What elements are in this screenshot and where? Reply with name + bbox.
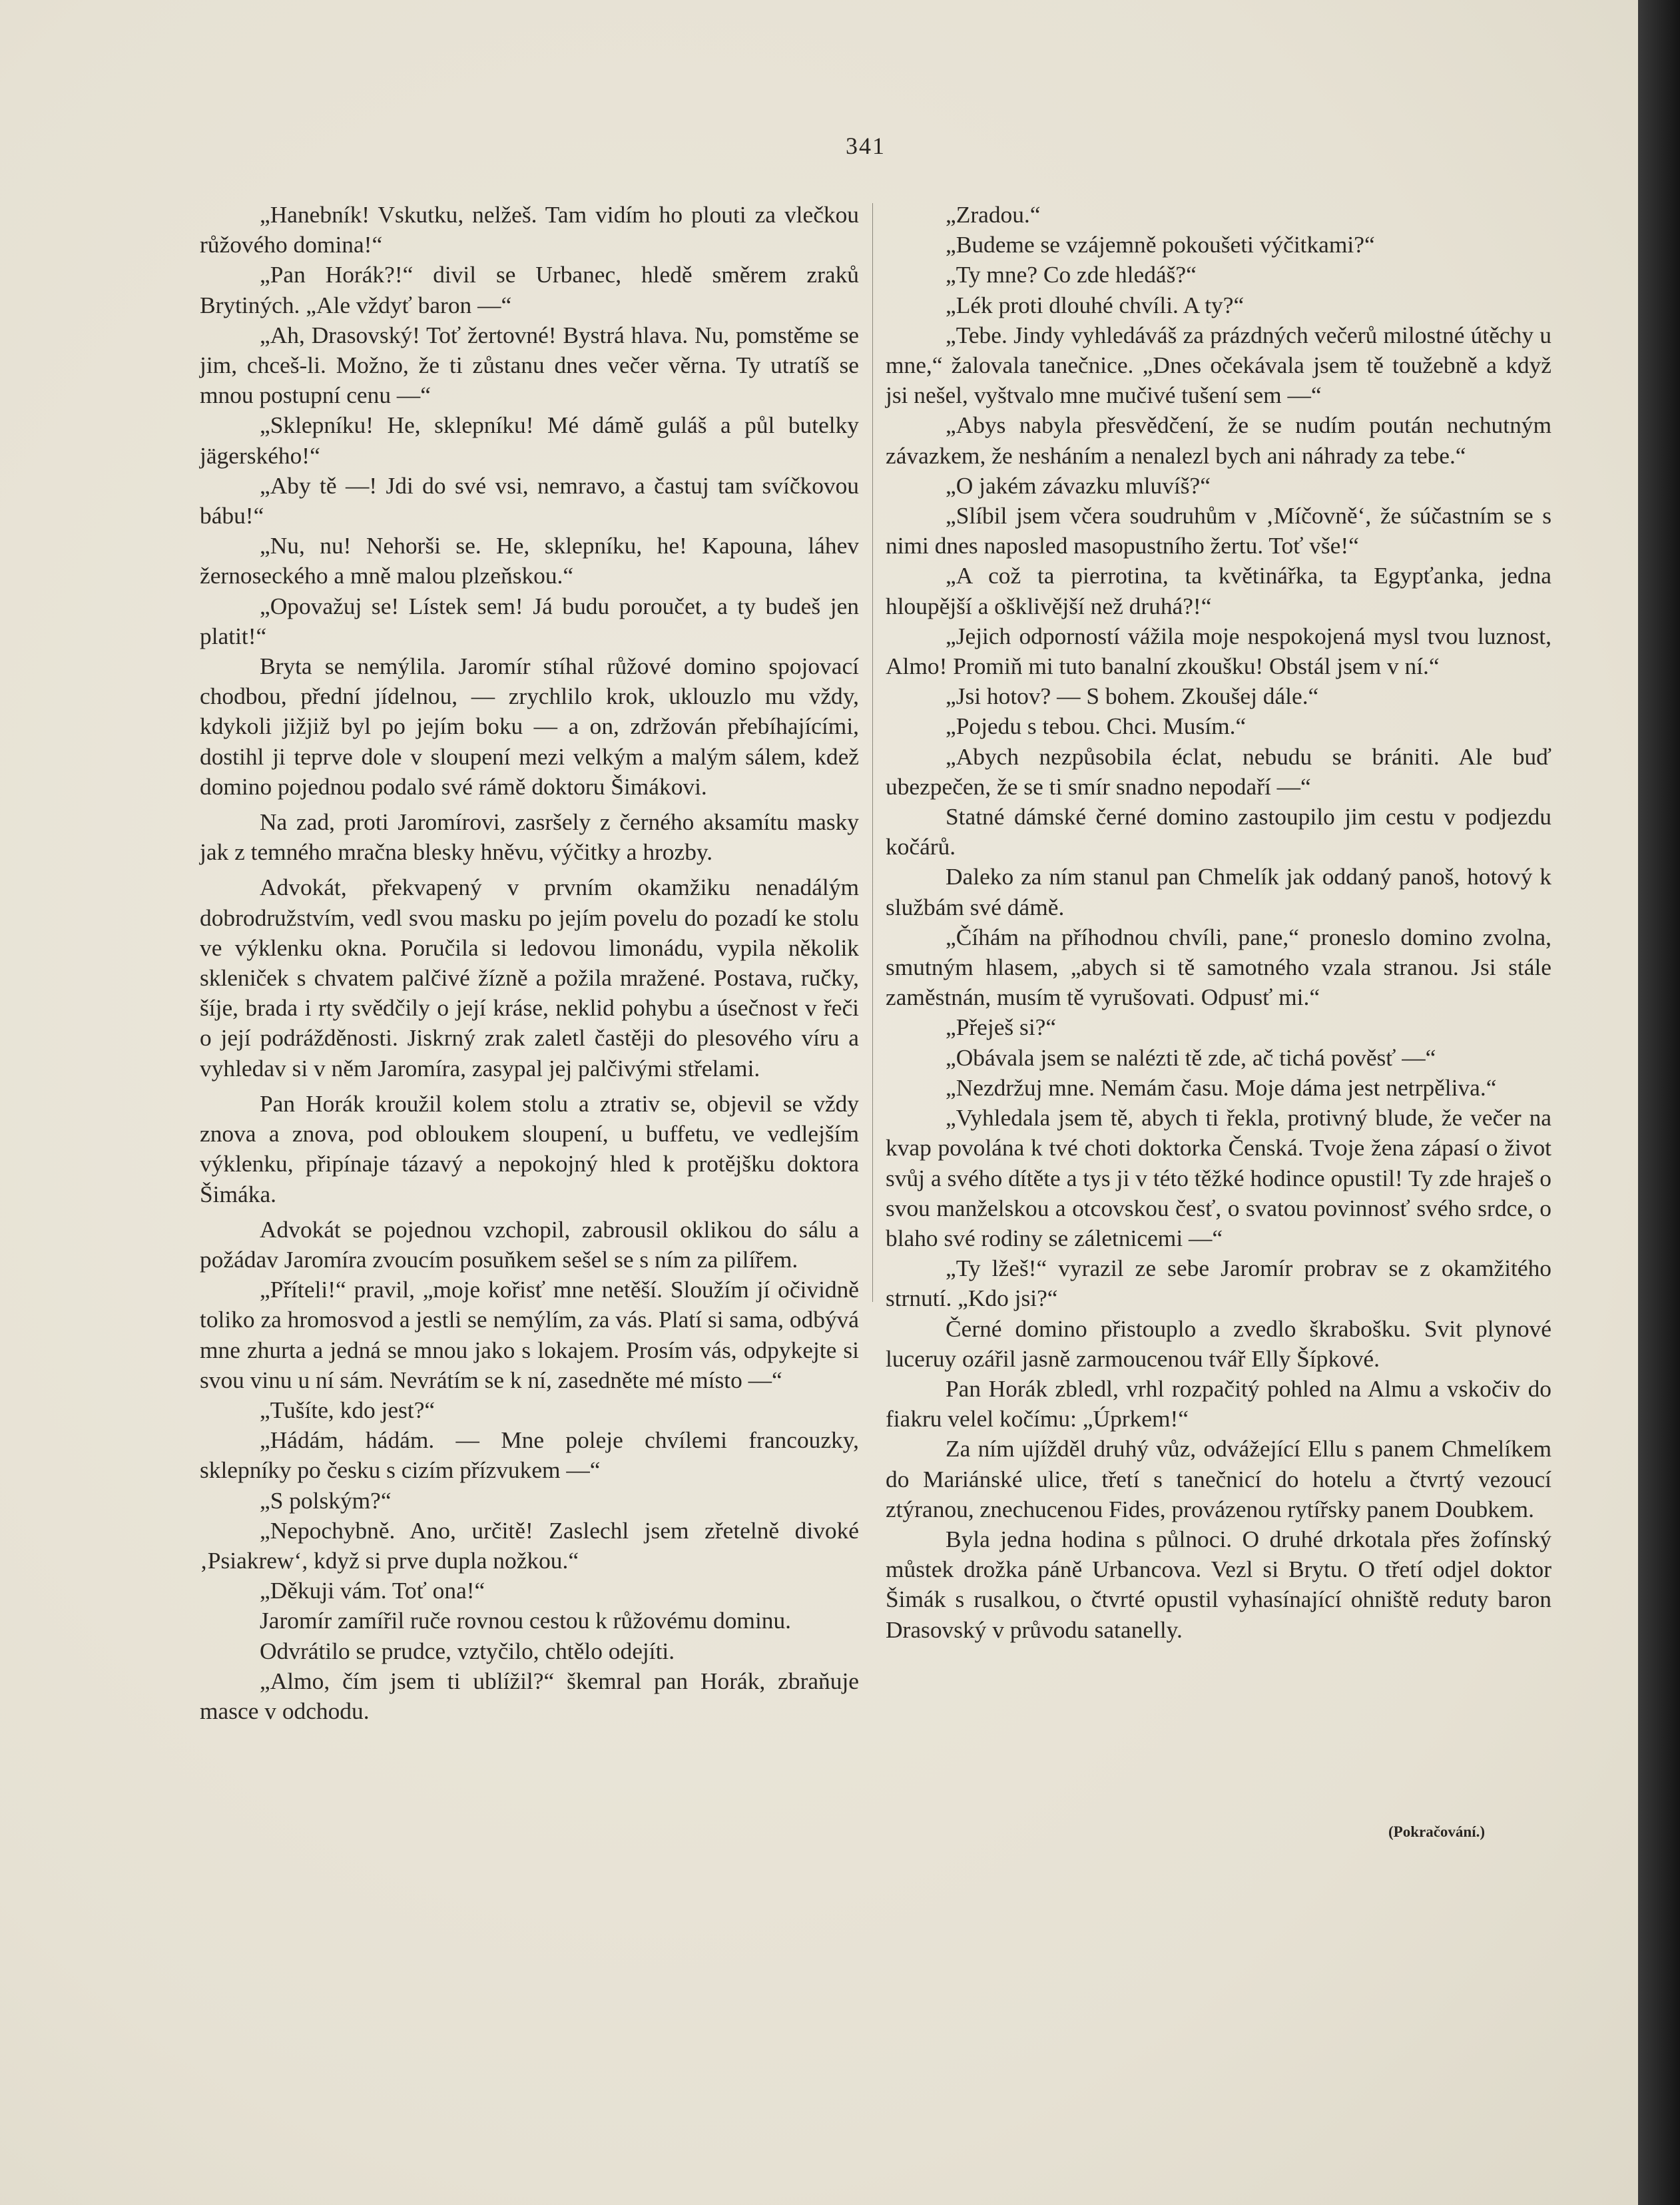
paragraph: „Aby tě —! Jdi do své vsi, nemravo, a častuj tam svíčkovou bábu!“ [200,472,859,529]
paragraph: Bryta se nemýlila. Jaromír stíhal růžové domino spojovací chodbou, přední jídelnou, — zrychlilo krok, uklouzlo mu vždy, kdykoli jižjiž byl po jejím boku — a on, zdržován přebíhajícími, dostihl ji teprve dole v sloupení mezi velkým a malým sálem, kdež domino pojednou podalo své rámě doktoru Šimákovi. [200,653,859,800]
paragraph: Advokát se pojednou vzchopil, zabrousil oklikou do sálu a požádav Jaromíra zvoucím posuňkem sešel se s ním za pilířem. [200,1215,859,1273]
paragraph: „Vyhledala jsem tě, abych ti řekla, protivný blude, že večer na kvap povolána k tvé choti doktorka Čenská. Tvoje žena zápasí o život svůj a svého dítěte a tys ji v této těžké hodince opustil! Ty zde hraješ o svou manželskou a otcovskou česť, o svatou povinnosť svého srdce, o blaho své rodiny se záletnicemi —“ [886,1104,1551,1251]
paragraph: Advokát, překvapený v prvním okamžiku nenadálým dobrodružstvím, vedl svou masku po jejím povelu do pozadí ke stolu ve výklenku okna. Poručila si ledovou limonádu, vypila několik skleniček s chvatem palčivé žízně a požila mražené. Postava, ručky, šíje, brada i rty svědčily o její kráse, neklid pohybu a úsečnost v řeči o její podrážděnosti. Jiskrný zrak zaletl častěji do plesového víru a vyhledav si v něm Jaromíra, zasypal jej palčivými střelami. [200,874,859,1082]
paragraph: „Lék proti dlouhé chvíli. A ty?“ [946,291,1245,318]
paragraph: „Tebe. Jindy vyhledáváš za prázdných večerů milostné útěchy u mne,“ žalovala tanečnice. „Dnes očekávala jsem tě toužebně a když jsi nešel, vyštvalo mne mučivé tušení sem —“ [886,321,1551,409]
paragraph: Odvrátilo se prudce, vztyčilo, chtělo odejíti. [260,1637,675,1664]
paragraph: „Obávala jsem se nalézti tě zde, ač tichá pověsť —“ [946,1044,1436,1071]
paragraph: Jaromír zamířil ruče rovnou cestou k růžovému dominu. [260,1607,792,1634]
paragraph: „Přeješ si?“ [946,1014,1057,1041]
paragraph: „Jejich odporností vážila moje nespokojená mysl tvou luznost, Almo! Promiň mi tuto banalní zkoušku! Obstál jsem v ní.“ [886,622,1551,680]
paragraph: „Zradou.“ [946,201,1041,228]
paragraph: „Jsi hotov? — S bohem. Zkoušej dále.“ [946,683,1319,710]
paragraph: „Almo, čím jsem ti ublížil?“ škemral pan Horák, zbraňuje masce v odchodu. [200,1667,859,1724]
paragraph: Černé domino přistouplo a zvedlo škrabošku. Svit plynové luceruy ozářil jasně zarmoucenou tvář Elly Šípkové. [886,1315,1551,1372]
paragraph: „Nu, nu! Nehorši se. He, sklepníku, he! Kapouna, láhev žernoseckého a mně malou plzeňskou.“ [200,532,859,589]
continuation-note: (Pokračování.) [1388,1823,1486,1840]
left-column [200,200,859,1726]
paragraph: „Budeme se vzájemně pokoušeti výčitkami?“ [946,231,1375,258]
paragraph: Pan Horák kroužil kolem stolu a ztrativ se, objevil se vždy znova a znova, pod obloukem sloupení, u buffetu, ve vedlejším výklenku, připínaje tázavý a nepokojný hled k protějšku doktora Šimáka. [200,1090,859,1207]
paragraph: „O jakém závazku mluvíš?“ [946,472,1211,499]
paragraph: „Nepochybně. Ano, určitě! Zaslechl jsem zřetelně divoké ‚Psiakrew‘, když si prve dupla nožkou.“ [200,1516,859,1574]
paragraph: Pan Horák zbledl, vrhl rozpačitý pohled na Almu a vskočiv do fiakru velel kočímu: „Úprkem!“ [886,1375,1551,1432]
paragraph: „Pojedu s tebou. Chci. Musím.“ [946,713,1247,740]
paragraph: „A což ta pierrotina, ta květinářka, ta Egypťanka, jedna hloupější a ošklivější než druhá?!“ [886,562,1551,619]
right-column [886,200,1551,1645]
paragraph: „Nezdržuj mne. Nemám času. Moje dáma jest netrpěliva.“ [946,1074,1497,1101]
paragraph: „Příteli!“ pravil, „moje kořisť mne netěší. Sloužím jí očividně toliko za hromosvod a jestli se nemýlím, za vás. Platí si sama, odbývá mne zhurta a jedná se mnou jako s lokajem. Prosím vás, odpykejte si svou vinu u ní sám. Nevrátím se k ní, zasedněte mé místo —“ [200,1276,859,1393]
paragraph: „Slíbil jsem včera soudruhům v ‚Míčovně‘, že súčastním se s nimi dnes naposled masopustního žertu. Toť vše!“ [886,502,1551,559]
paragraph: „Abych nezpůsobila éclat, nebudu se brániti. Ale buď ubezpečen, že se ti smír snadno nepodaří —“ [886,743,1551,800]
column-divider [872,203,873,1302]
paragraph: Statné dámské černé domino zastoupilo jim cestu v podjezdu kočárů. [886,803,1551,860]
paragraph: „Ty mne? Co zde hledáš?“ [946,261,1197,288]
paragraph: „Ty lžeš!“ vyrazil ze sebe Jaromír probrav se z okamžitého strnutí. „Kdo jsi?“ [886,1255,1551,1312]
paragraph: Daleko za ním stanul pan Chmelík jak oddaný panoš, hotový k službám své dámě. [886,863,1551,920]
paragraph: „Ah, Drasovský! Toť žertovné! Bystrá hlava. Nu, pomstěme se jim, chceš-li. Možno, že ti zůstanu dnes večer věrna. Ty utratíš se mnou postupní cenu —“ [200,321,859,409]
paragraph: „Číhám na příhodnou chvíli, pane,“ proneslo domino zvolna, smutným hlasem, „abych si tě samotného vzala stranou. Jsi stále zaměstnán, musím tě vyrušovati. Odpusť mi.“ [886,923,1551,1011]
paragraph: „Pan Horák?!“ divil se Urbanec, hledě směrem zraků Brytiných. „Ale vždyť baron —“ [200,261,859,318]
paragraph: Za ním ujížděl druhý vůz, odvážející Ellu s panem Chmelíkem do Mariánské ulice, třetí s tanečnicí do hotelu a čtvrtý vezoucí ztýranou, znechucenou Fides, provázenou rytířsky panem Doubkem. [886,1435,1551,1522]
paragraph: „Hanebník! Vskutku, nelžeš. Tam vidím ho plouti za vlečkou růžového domina!“ [200,201,859,258]
paragraph: „Tušíte, kdo jest?“ [260,1396,435,1423]
paragraph: Byla jedna hodina s půlnoci. O druhé drkotala přes žofínský můstek drožka páně Urbancova. Vezl si Brytu. O třetí odjel doktor Šimák s rusalkou, o čtvrté opustil vyhasínající ohniště reduty baron Drasovský v průvodu satanelly. [886,1525,1551,1643]
paragraph: „Opovažuj se! Lístek sem! Já budu poroučet, a ty budeš jen platit!“ [200,592,859,649]
paragraph: Na zad, proti Jaromírovi, zasršely z černého aksamítu masky jak z temného mračna blesky hněvu, výčitky a hrozby. [200,808,859,866]
scan-edge [1638,0,1680,2205]
paragraph: „Děkuji vám. Toť ona!“ [260,1577,485,1604]
paragraph: „Abys nabyla přesvědčení, že se nudím poután nechutným závazkem, že nesháním a nenalezl bych ani náhrady za tebe.“ [886,412,1551,469]
page-number: 341 [846,133,886,159]
paragraph: „S polským?“ [260,1486,392,1514]
paragraph: „Sklepníku! He, sklepníku! Mé dámě guláš a půl butelky jägerského!“ [200,412,859,469]
paragraph: „Hádám, hádám. — Mne poleje chvílemi francouzky, sklepníky po česku s cizím přízvukem —“ [200,1426,859,1484]
